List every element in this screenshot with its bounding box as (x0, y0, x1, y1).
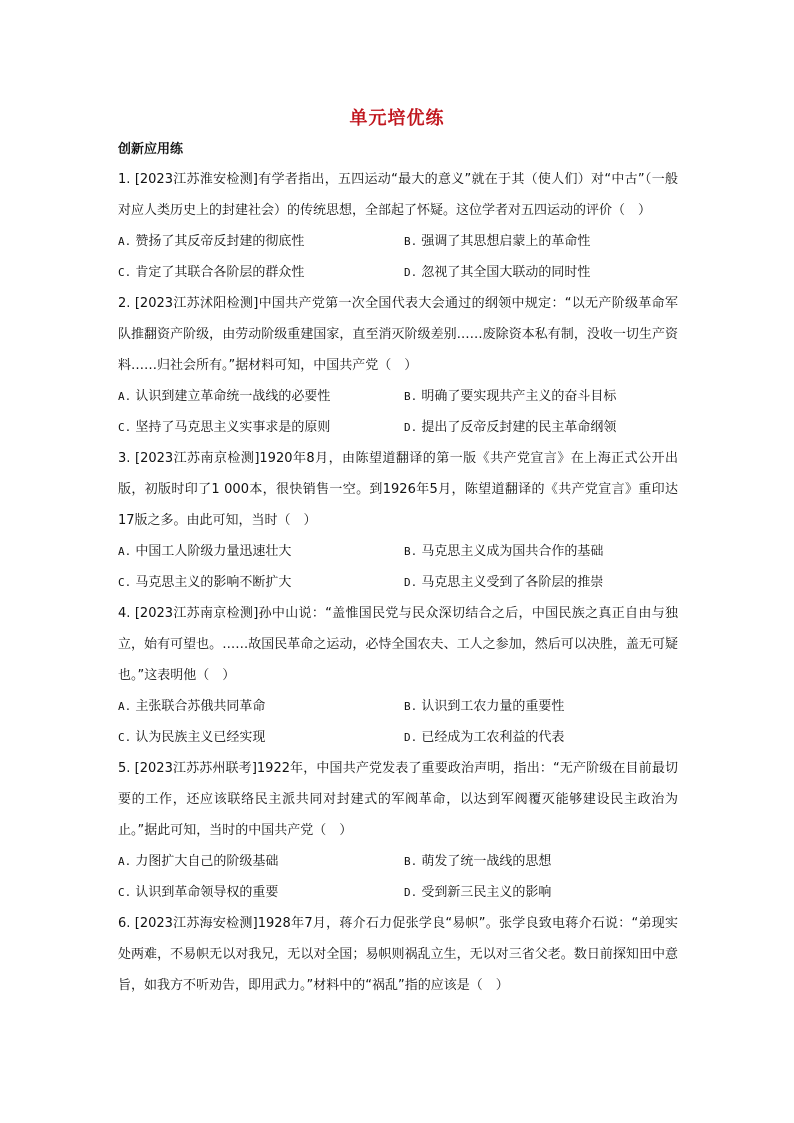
option-text: 已经成为工农利益的代表 (421, 730, 565, 745)
option-text: 提出了反帝反封建的民主革命纲领 (421, 420, 617, 435)
option-letter: C. (118, 266, 132, 279)
option-c (118, 412, 404, 443)
option-letter: C. (118, 731, 132, 744)
question-5 (118, 753, 678, 908)
option-grid (118, 536, 678, 598)
option-d (404, 877, 678, 908)
option-text: 认为民族主义已经实现 (135, 730, 266, 745)
option-c (118, 567, 404, 598)
option-d (404, 412, 678, 443)
option-text: 坚持了马克思主义实事求是的原则 (135, 420, 331, 435)
option-letter: D. (404, 731, 418, 744)
option-b (404, 381, 678, 412)
option-grid (118, 381, 678, 443)
option-letter: B. (404, 545, 418, 558)
option-letter: C. (118, 886, 132, 899)
option-letter: C. (118, 421, 132, 434)
option-b (404, 846, 678, 877)
question-6 (118, 908, 678, 1001)
option-a (118, 226, 404, 257)
option-letter: B. (404, 700, 418, 713)
option-text: 马克思主义的影响不断扩大 (135, 575, 292, 590)
question-stem: 6. [2023江苏海安检测]1928年7月，蒋介石力促张学良“易帜”。张学良致电蒋介石说：“弟现实处两难，不易帜无以对我兄，无以对全国；易帜则祸乱立生，无以对三省父老。数日前探知田中意旨，如我方不听劝告，即用武力。”材料中的“祸乱”指的应该是（ ） (118, 916, 678, 993)
option-c (118, 257, 404, 288)
option-text: 认识到建立革命统一战线的必要性 (135, 389, 331, 404)
option-text: 肯定了其联合各阶层的群众性 (135, 265, 305, 280)
option-text: 中国工人阶级力量迅速壮大 (135, 544, 292, 559)
option-c (118, 877, 404, 908)
question-list (118, 164, 678, 1001)
option-letter: B. (404, 390, 418, 403)
section-heading: 创新应用练 (118, 142, 184, 157)
option-text: 强调了其思想启蒙上的革命性 (421, 234, 591, 249)
option-b (404, 226, 678, 257)
option-text: 主张联合苏俄共同革命 (135, 699, 266, 714)
option-letter: A. (118, 545, 132, 558)
option-letter: B. (404, 235, 418, 248)
option-text: 明确了要实现共产主义的奋斗目标 (421, 389, 617, 404)
page-title: 单元培优练 (349, 108, 445, 129)
option-grid (118, 846, 678, 908)
option-a (118, 381, 404, 412)
option-text: 认识到革命领导权的重要 (135, 885, 279, 900)
option-letter: D. (404, 886, 418, 899)
question-3 (118, 443, 678, 598)
option-letter: D. (404, 421, 418, 434)
option-b (404, 691, 678, 722)
option-text: 受到新三民主义的影响 (421, 885, 552, 900)
option-a (118, 691, 404, 722)
option-a (118, 846, 404, 877)
question-stem: 5. [2023江苏苏州联考]1922年，中国共产党发表了重要政治声明，指出：“无产阶级在目前最切要的工作，还应该联络民主派共同对封建式的军阀革命，以达到军阀覆灭能够建设民主政治为止。”据此可知，当时的中国共产党（ ） (118, 761, 678, 838)
option-b (404, 536, 678, 567)
option-text: 赞扬了其反帝反封建的彻底性 (135, 234, 305, 249)
option-letter: D. (404, 576, 418, 589)
option-letter: A. (118, 235, 132, 248)
option-a (118, 536, 404, 567)
option-letter: B. (404, 855, 418, 868)
option-text: 认识到工农力量的重要性 (421, 699, 565, 714)
question-2 (118, 288, 678, 443)
option-text: 马克思主义成为国共合作的基础 (421, 544, 604, 559)
option-d (404, 722, 678, 753)
option-letter: A. (118, 855, 132, 868)
option-letter: C. (118, 576, 132, 589)
option-c (118, 722, 404, 753)
option-d (404, 567, 678, 598)
option-grid (118, 691, 678, 753)
option-grid (118, 226, 678, 288)
option-letter: D. (404, 266, 418, 279)
option-text: 力图扩大自己的阶级基础 (135, 854, 279, 869)
question-stem: 2. [2023江苏沭阳检测]中国共产党第一次全国代表大会通过的纲领中规定：“以无产阶级革命军队推翻资产阶级，由劳动阶级重建国家，直至消灭阶级差别……废除资本私有制，没收一切生产资料……归社会所有。”据材料可知，中国共产党（ ） (118, 296, 678, 373)
question-4 (118, 598, 678, 753)
option-text: 马克思主义受到了各阶层的推崇 (421, 575, 604, 590)
question-stem: 3. [2023江苏南京检测]1920年8月，由陈望道翻译的第一版《共产党宣言》在上海正式公开出版，初版时印了1 000本，很快销售一空。到1926年5月，陈望道翻译的《共产党宣言》重印达17版之多。由此可知，当时（ ） (118, 451, 678, 528)
question-1 (118, 164, 678, 288)
option-text: 忽视了其全国大联动的同时性 (421, 265, 591, 280)
option-text: 萌发了统一战线的思想 (421, 854, 552, 869)
option-d (404, 257, 678, 288)
option-letter: A. (118, 700, 132, 713)
question-stem: 1. [2023江苏淮安检测]有学者指出，五四运动“最大的意义”就在于其（使人们）对“中古”（一般对应人类历史上的封建社会）的传统思想，全部起了怀疑。这位学者对五四运动的评价（ ） (118, 172, 678, 218)
option-letter: A. (118, 390, 132, 403)
question-stem: 4. [2023江苏南京检测]孙中山说：“盖惟国民党与民众深切结合之后，中国民族之真正自由与独立，始有可望也。……故国民革命之运动，必恃全国农夫、工人之参加，然后可以决胜，盖无可疑也。”这表明他（ ） (118, 606, 678, 683)
